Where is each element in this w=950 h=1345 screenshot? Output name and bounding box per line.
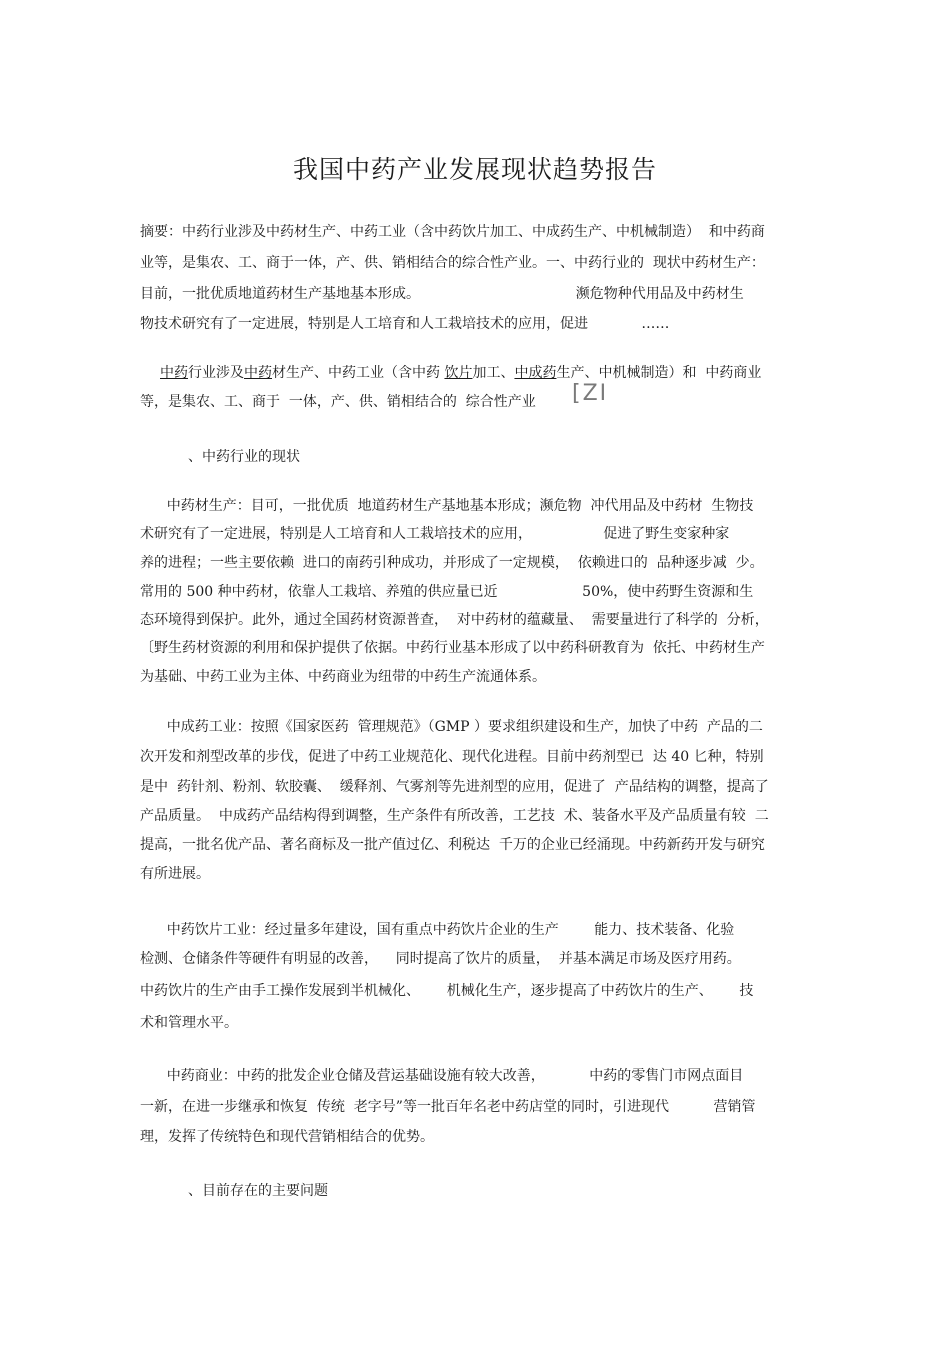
paragraph-line: 产品质量。 中成药产品结构得到调整，生产条件有所改善，工艺技 术、装备水平及产品质量有较 二 (140, 808, 769, 824)
paragraph-line: 是中 药针剂、粉剂、软胶囊、 缓释剂、气雾剂等先进剂型的应用，促进了 产品结构的调整，提高了 (140, 779, 769, 795)
paragraph-line: 为基础、中药工业为主体、中药商业为纽带的中药生产流通体系。 (140, 669, 546, 685)
section-heading: 、中药行业的现状 (188, 449, 300, 465)
paragraph-line: 〔野生药材资源的利用和保护提供了依据。中药行业基本形成了以中药科研教育为 依托、中药材生产 (140, 640, 765, 656)
paragraph-line: 一新，在进一步继承和恢复 传统 老字号”等一批百年名老中药店堂的同时，引进现代 营销管 (140, 1099, 756, 1115)
underlined-term: 饮片 (444, 365, 473, 381)
underlined-term: 中药 (244, 365, 272, 381)
intro-text: 加工、 (472, 365, 515, 381)
underlined-term: 中药 (160, 365, 188, 381)
paragraph-line: 检测、仓储条件等硬件有明显的改善， 同时提高了饮片的质量， 并基本满足市场及医疗用药。 (140, 951, 741, 967)
abstract-line: 物技术研究有了一定进展，特别是人工培育和人工栽培技术的应用，促进 …… (140, 316, 670, 332)
section-heading: 、目前存在的主要问题 (188, 1183, 328, 1199)
paragraph-line: 有所进展。 (140, 866, 210, 882)
underlined-term: 中成药 (514, 365, 557, 381)
paragraph-line: 次开发和剂型改革的步伐，促进了中药工业规范化、现代化进程。目前中药剂型已 达 40 匕种，特别 (140, 749, 764, 765)
abstract-line: 业等，是集农、工、商于一体，产、供、销相结合的综合性产业。一、中药行业的 现状中药材生产： (140, 255, 765, 271)
paragraph-line: 理，发挥了传统特色和现代营销相结合的优势。 (140, 1129, 434, 1145)
intro-text: 材生产、中药工业（含中药 (272, 365, 445, 381)
paragraph-line: 中药饮片工业：经过量多年建设，国有重点中药饮片企业的生产 能力、技术装备、化验 (140, 922, 735, 938)
paragraph-line: 养的进程；一些主要依赖 进口的南药引种成功，并形成了一定规模， 依赖进口的 品种逐步减 少。 (140, 555, 764, 571)
bracket-mark: [ZI (572, 381, 609, 406)
abstract-line: 目前，一批优质地道药材生产基地基本形成。 濒危物种代用品及中药材生 (140, 286, 744, 302)
paragraph-line: 态环境得到保护。此外，通过全国药材资源普查， 对中药材的蕴藏量、 需要量进行了科学的 分析， (140, 612, 769, 628)
paragraph-line: 中药商业：中药的批发企业仓储及营运基础设施有较大改善， 中药的零售门市网点面目 (140, 1068, 744, 1084)
paragraph-line: 提高，一批名优产品、著名商标及一批产值过亿、利税达 千万的企业已经涌现。中药新药开发与研究 (140, 837, 765, 853)
paragraph-line: 常用的 500 种中药材，依靠人工栽培、养殖的供应量已近 50%，使中药野生资源和生 (140, 584, 754, 600)
paragraph-line: 中药材生产：目可，一批优质 地道药材生产基地基本形成；濒危物 冲代用品及中药材 生物技 (140, 498, 754, 514)
abstract-line: 摘要：中药行业涉及中药材生产、中药工业（含中药饮片加工、中成药生产、中机械制造） 和中药商 (140, 224, 765, 240)
intro-text: 行业涉及 (188, 365, 244, 381)
intro-line: 等，是集农、工、商于 一体，产、供、销相结合的 综合性产业 (140, 394, 536, 410)
intro-line (160, 363, 810, 383)
paragraph-line: 术研究有了一定进展，特别是人工培育和人工栽培技术的应用， 促进了野生变家种家 (140, 526, 730, 542)
intro-text: 生产、中机械制造）和 中药商业 (556, 365, 762, 381)
document-title: 我国中药产业发展现状趋势报告 (292, 155, 657, 184)
paragraph-line: 中成药工业：按照《国家医药 管理规范》（GMP ）要求组织建设和生产，加快了中药 产品的二 (140, 719, 763, 735)
paragraph-line: 术和管理水平。 (140, 1015, 238, 1031)
paragraph-line: 中药饮片的生产由手工操作发展到半机械化、 机械化生产，逐步提高了中药饮片的生产、 技 (140, 983, 754, 999)
